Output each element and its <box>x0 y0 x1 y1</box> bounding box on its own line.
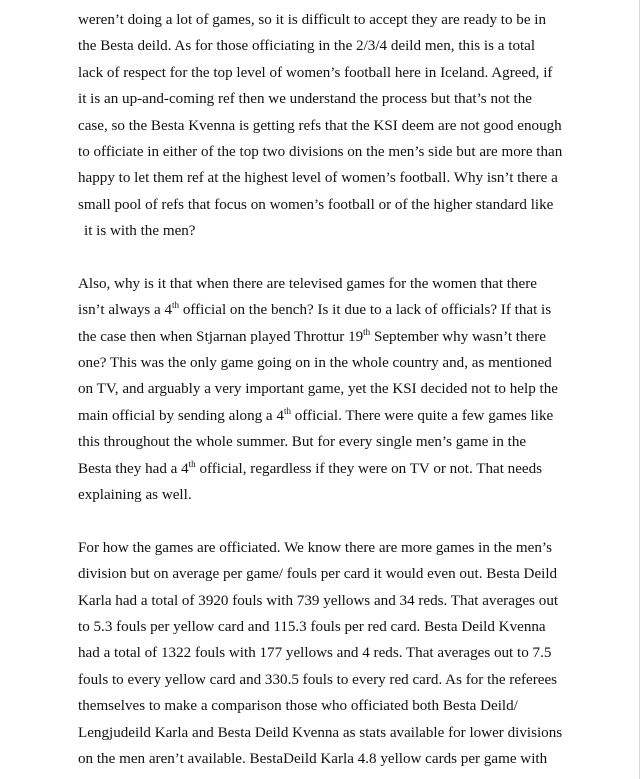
text-line: to officiate in either of the top two divisions on the men’s side but are more than <box>78 143 563 160</box>
text-line: it is an up-and-coming ref then we understand the process but that’s not the <box>78 91 532 108</box>
text-line: to 5.3 fouls per yellow card and 115.3 fouls per red card. Besta Deild Kvenna <box>78 618 546 635</box>
text-line <box>78 403 570 429</box>
ordinal-suffix: th <box>188 458 196 469</box>
text-line: small pool of refs that focus on women’s football or of the higher standard like <box>78 196 554 213</box>
text-segment: the case then when Stjarnan played Throttur 19 <box>78 328 364 345</box>
paragraph-gap <box>78 245 570 271</box>
text-segment: isn’t always a 4 <box>78 302 173 319</box>
text-line: Also, why is it that when there are televised games for the women that there <box>78 275 537 292</box>
text-line <box>78 456 570 482</box>
text-segment: official. There were quite a few games like <box>290 407 554 424</box>
text-segment: Besta they had a 4 <box>78 460 189 477</box>
text-segment: official on the bench? Is it due to a lack of officials? If that is <box>179 302 552 319</box>
text-line: it is with the men? <box>84 223 196 240</box>
text-line: weren’t doing a lot of games, so it is difficult to accept they are ready to be in <box>78 12 547 28</box>
text-line: one? This was the only game going on in the whole country and, as mentioned <box>78 355 552 372</box>
text-line: explaining as well. <box>78 487 192 504</box>
text-line: Karla had a total of 3920 fouls with 739 yellows and 34 reds. That averages out <box>78 592 559 609</box>
text-line: on TV, and arguably a very important game, yet the KSI decided not to help the <box>78 381 558 398</box>
text-segment: official, regardless if they were on TV or not. That needs <box>195 460 543 477</box>
text-segment: September why wasn’t there <box>370 328 546 345</box>
text-segment: main official by sending along a 4 <box>78 407 284 424</box>
text-line: themselves to make a comparison those who officiated both Besta Deild/ <box>78 698 518 715</box>
text-line: fouls to every yellow card and 330.5 fouls to every red card. As for the referees <box>78 671 558 688</box>
ordinal-suffix: th <box>283 405 291 416</box>
paragraph-referee-quality <box>78 7 570 245</box>
paragraph-fourth-official <box>78 271 570 509</box>
text-line <box>78 297 570 323</box>
text-line <box>78 324 570 350</box>
text-line: the Besta deild. As for those officiating in the 2/3/4 deild men, this is a total <box>78 38 536 55</box>
ordinal-suffix: th <box>172 300 180 311</box>
paragraph-foul-statistics <box>78 535 570 773</box>
text-line: Lengjudeild Karla and Besta Deild Kvenna as stats available for lower divisions <box>78 724 563 741</box>
ordinal-suffix: th <box>363 326 371 337</box>
text-line: For how the games are officiated. We know there are more games in the men’s <box>78 539 552 556</box>
text-line: happy to let them ref at the highest level of women’s football. Why isn’t there a <box>78 170 558 187</box>
text-line: division but on average per game/ fouls per card it would even out. Besta Deild <box>78 566 558 583</box>
text-line: lack of respect for the top level of women’s football here in Iceland. Agreed, if <box>78 64 553 81</box>
text-line: this throughout the whole summer. But for every single men’s game in the <box>78 434 527 451</box>
text-line: on the men aren’t available. BestaDeild Karla 4.8 yellow cards per game with <box>78 750 548 767</box>
text-line: case, so the Besta Kvenna is getting refs that the KSI deem are not good enough <box>78 117 562 134</box>
document-page <box>78 7 570 772</box>
paragraph-gap <box>78 508 570 534</box>
text-line: had a total of 1322 fouls with 177 yellows and 4 reds. That averages out to 7.5 <box>78 645 552 662</box>
